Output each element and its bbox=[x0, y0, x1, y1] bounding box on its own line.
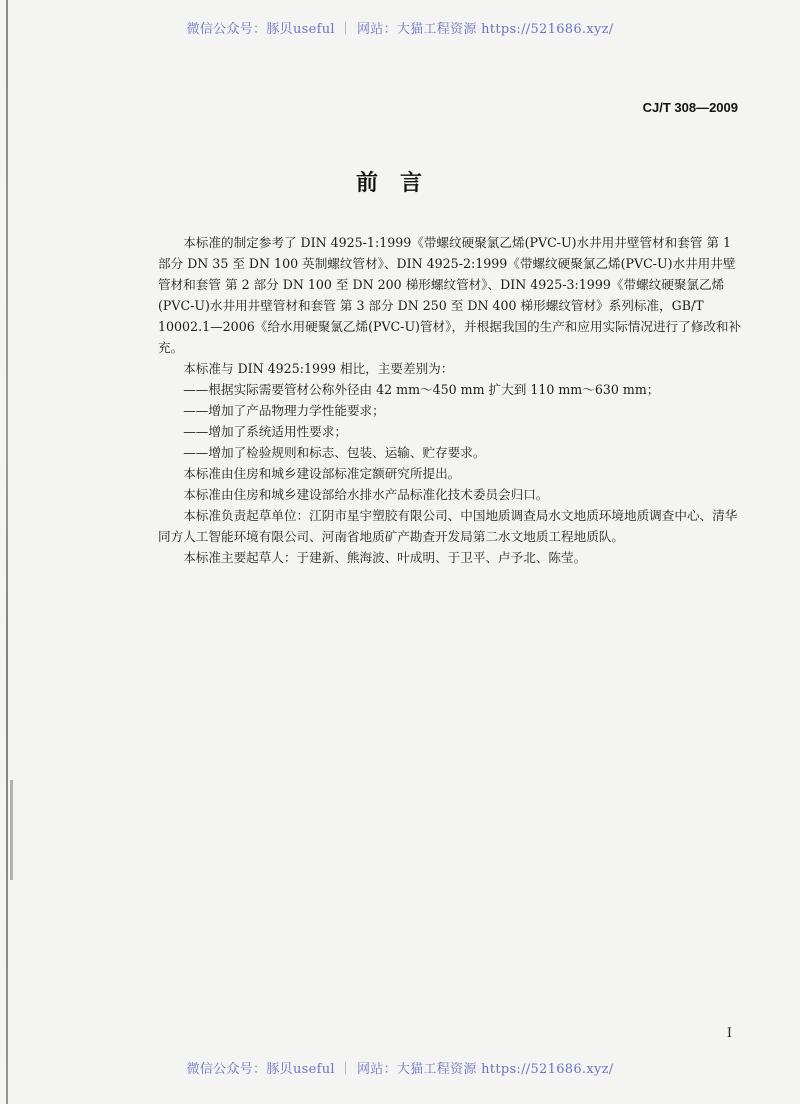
paragraph-centralized-by: 本标准由住房和城乡建设部给水排水产品标准化技术委员会归口。 bbox=[183, 487, 549, 502]
page-number: I bbox=[726, 1026, 732, 1041]
list-item-diameter: ——根据实际需要管材公称外径由 42 mm～450 mm 扩大到 110 mm～630 mm； bbox=[183, 382, 660, 397]
standard-code: CJ/T 308—2009 bbox=[642, 100, 738, 115]
list-item-mechanical: ——增加了产品物理力学性能要求； bbox=[183, 403, 385, 418]
paragraph-drafting-units: 本标准负责起草单位：江阴市星宇塑胶有限公司、中国地质调查局水文地质环境地质调查中心、清华同方人工智能环境有限公司、河南省地质矿产勘查开发局第二水文地质工程地质队。 bbox=[158, 508, 738, 544]
watermark-top: 微信公众号：豚贝useful ｜ 网站：大猫工程资源 https://521686.xyz/ bbox=[186, 22, 614, 37]
list-item-system: ——增加了系统适用性要求； bbox=[183, 424, 347, 439]
scan-edge-mark bbox=[10, 780, 13, 880]
page-title: 前言 bbox=[355, 171, 444, 196]
paragraph-differences-intro: 本标准与 DIN 4925:1999 相比，主要差别为： bbox=[183, 361, 454, 376]
paragraph-reference: 本标准的制定参考了 DIN 4925-1:1999《带螺纹硬聚氯乙烯(PVC-U)水井用井壁管材和套管 第 1 部分 DN 35 至 DN 100 英制螺纹管材》、DIN 4925-2:1999《带螺纹硬聚氯乙烯(PVC-U)水井用井壁管材和套管 第 2 部分 DN 100 至 DN 200 梯形螺纹管材》、DIN 4925-3:1999《带螺纹硬聚氯乙烯(PVC-U)水井用井壁管材和套管 第 3 部分 DN 250 至 DN 400 梯形螺纹管材》系列标准，GB/T 10002.1—2006《给水用硬聚氯乙烯(PVC-U)管材》，并根据我国的生产和应用实际情况进行了修改和补充。 bbox=[158, 235, 742, 355]
paragraph-proposed-by: 本标准由住房和城乡建设部标准定额研究所提出。 bbox=[183, 466, 461, 481]
watermark-bottom: 微信公众号：豚贝useful ｜ 网站：大猫工程资源 https://521686.xyz/ bbox=[186, 1062, 614, 1077]
foreword-body bbox=[158, 232, 742, 568]
list-item-inspection: ——增加了检验规则和标志、包装、运输、贮存要求。 bbox=[183, 445, 486, 460]
paragraph-drafters: 本标准主要起草人：于建新、熊海波、叶成明、于卫平、卢予北、陈莹。 bbox=[183, 550, 587, 565]
